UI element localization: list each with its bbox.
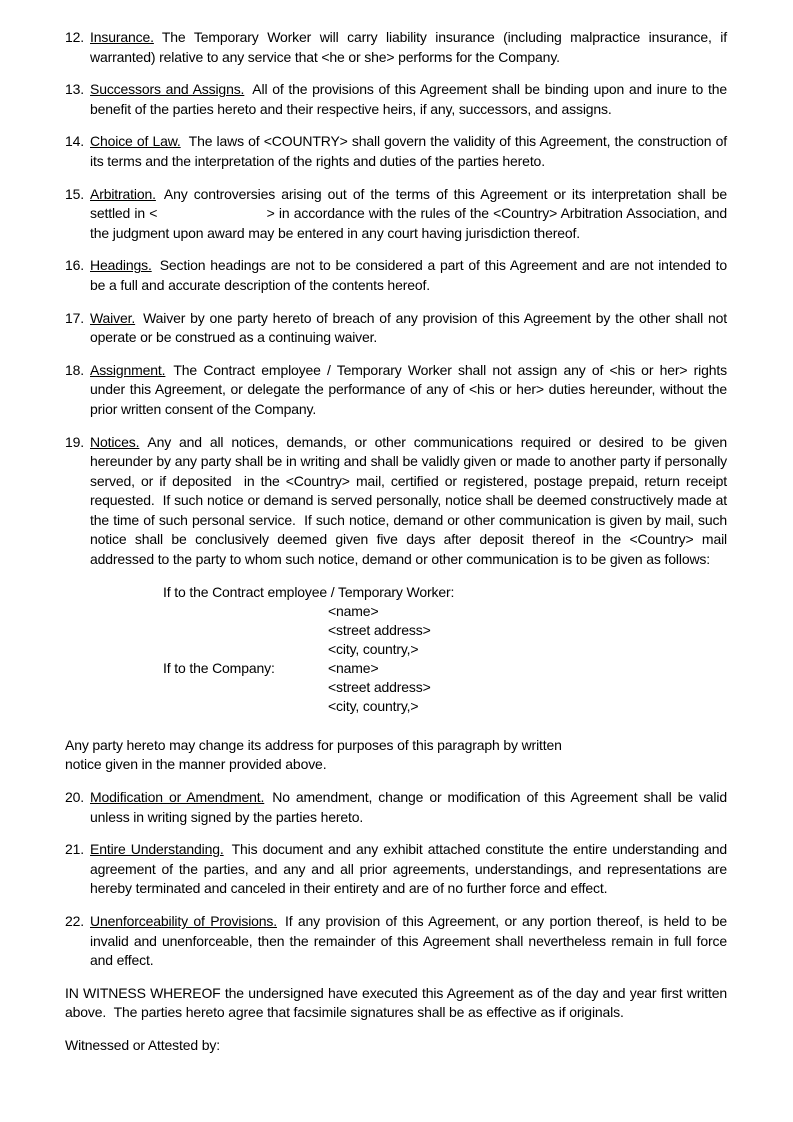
clause-heading: Notices. [90, 433, 140, 450]
clause-waiver [65, 309, 727, 348]
clause-insurance [65, 28, 727, 67]
clause-number: 17. [65, 309, 85, 326]
clause-heading: Entire Understanding. [90, 841, 224, 858]
clause-heading: Assignment. [90, 361, 166, 378]
clause-text: No amendment, change or modification of this Agreement shall be valid unless in writing signed by the parties hereto. [90, 789, 727, 825]
clause-text: The laws of <COUNTRY> shall govern the validity of this Agreement, the construction of its terms and the interpretation of the rights and duties of the parties hereto. [90, 133, 728, 169]
address-change-paragraph [65, 736, 727, 775]
notice-address-value: <street address> [328, 678, 431, 695]
notice-address-row [163, 659, 727, 678]
notice-address-block [163, 583, 727, 716]
clause-number: 21. [65, 841, 85, 858]
notice-address-row [163, 583, 727, 602]
notice-address-row [163, 678, 727, 697]
notice-address-label [163, 602, 328, 621]
clause-text: All of the provisions of this Agreement shall be binding upon and inure to the benefit of the parties hereto and their respective heirs, if any, successors, and assigns. [90, 81, 727, 117]
notice-address-value: <city, country,> [328, 640, 419, 657]
notice-address-label: If to the Contract employee / Temporary Worker: [163, 583, 455, 600]
clause-text: If any provision of this Agreement, or any portion thereof, is held to be invalid and unenforceable, then the remainder of this Agreement shall nevertheless remain in full force and effect. [90, 913, 727, 969]
clause-number: 18. [65, 361, 85, 378]
notice-address-value: <street address> [328, 621, 431, 638]
notice-address-row [163, 697, 727, 716]
clause-assignment [65, 361, 727, 420]
clause-text: This document and any exhibit attached constitute the entire understanding and agreement of the parties, and any and all prior agreements, understandings, and representations are hereby terminated and canceled in their entirety and are of no further force and effect. [90, 841, 728, 897]
clause-heading: Choice of Law. [90, 133, 181, 150]
notice-address-label: If to the Company: [163, 659, 275, 676]
notice-address-label [163, 621, 328, 640]
notice-address-row [163, 621, 727, 640]
clause-number: 19. [65, 433, 85, 450]
clause-arbitration [65, 185, 727, 244]
clause-modification-or-amendment [65, 788, 727, 827]
clause-number: 12. [65, 29, 85, 45]
notice-address-value [454, 583, 727, 602]
clause-number: 14. [65, 133, 85, 150]
notice-address-value: <city, country,> [328, 697, 419, 714]
clause-text: Any and all notices, demands, or other communications required or desired to be given hereunder by any party shall be in writing and shall be validly given or made to another party if personally served, or if deposited in the <Country> mail, certified or registered, postage prepaid, return receipt requested. If such notice or demand is served personally, notice shall be deemed constructively made at the time of such personal service. If such notice, demand or other communication is given by mail, such notice shall be conclusively deemed given five days after deposit thereof in the <Country> mail addressed to the party to whom such notice, demand or other communication is to be given as follows: [90, 433, 727, 568]
witness-clause: IN WITNESS WHEREOF the undersigned have executed this Agreement as of the day and year first written above. The parties hereto agree that facsimile signatures shall be as effective as if originals. [65, 984, 727, 1021]
clause-number: 22. [65, 913, 85, 930]
notice-address-label [163, 678, 328, 697]
attestation-label: Witnessed or Attested by: [65, 1037, 220, 1053]
clause-number: 20. [65, 789, 85, 806]
clause-entire-understanding [65, 840, 727, 899]
address-change-line1: Any party hereto may change its address for purposes of this paragraph by written [65, 736, 562, 753]
clause-heading: Insurance. [90, 29, 154, 45]
clause-text: Waiver by one party hereto of breach of any provision of this Agreement by the other shall not operate or be construed as a continuing waiver. [90, 309, 727, 346]
address-change-line2: notice given in the manner provided above. [65, 756, 327, 773]
clause-headings [65, 256, 727, 295]
clause-number: 13. [65, 81, 85, 98]
notice-address-row [163, 602, 727, 621]
notice-address-value: <name> [328, 602, 379, 619]
clause-heading: Successors and Assigns. [90, 81, 245, 98]
clause-heading: Arbitration. [90, 185, 156, 202]
clause-heading: Modification or Amendment. [90, 789, 265, 806]
clause-heading: Headings. [90, 257, 152, 274]
notice-address-label [163, 640, 328, 659]
clause-text: Any controversies arising out of the terms of this Agreement or its interpretation shall be settled in < > in accordance with the rules of the <Country> Arbitration Association, and the judgment upon award may be entered in any court having jurisdiction thereof. [90, 185, 727, 241]
clause-successors-and-assigns [65, 80, 727, 119]
notice-address-row [163, 640, 727, 659]
notice-address-label [163, 697, 328, 716]
clause-heading: Waiver. [90, 309, 136, 326]
clause-choice-of-law [65, 132, 727, 171]
notice-address-value: <name> [328, 659, 379, 676]
clause-unenforceability-of-provisions [65, 912, 727, 971]
clause-number: 15. [65, 185, 85, 202]
clause-text: The Contract employee / Temporary Worker shall not assign any of <his or her> rights under this Agreement, or delegate the performance of any of <his or her> duties hereunder, without the prior written consent of the Company. [90, 361, 727, 417]
clause-text: The Temporary Worker will carry liability insurance (including malpractice insurance, if warranted) relative to any service that <he or she> performs for the Company. [90, 29, 727, 65]
clause-notices [65, 433, 727, 570]
clause-text: Section headings are not to be considered a part of this Agreement and are not intended to be a full and accurate description of the contents hereof. [90, 257, 727, 293]
clause-number: 16. [65, 257, 85, 274]
clause-heading: Unenforceability of Provisions. [90, 913, 278, 930]
